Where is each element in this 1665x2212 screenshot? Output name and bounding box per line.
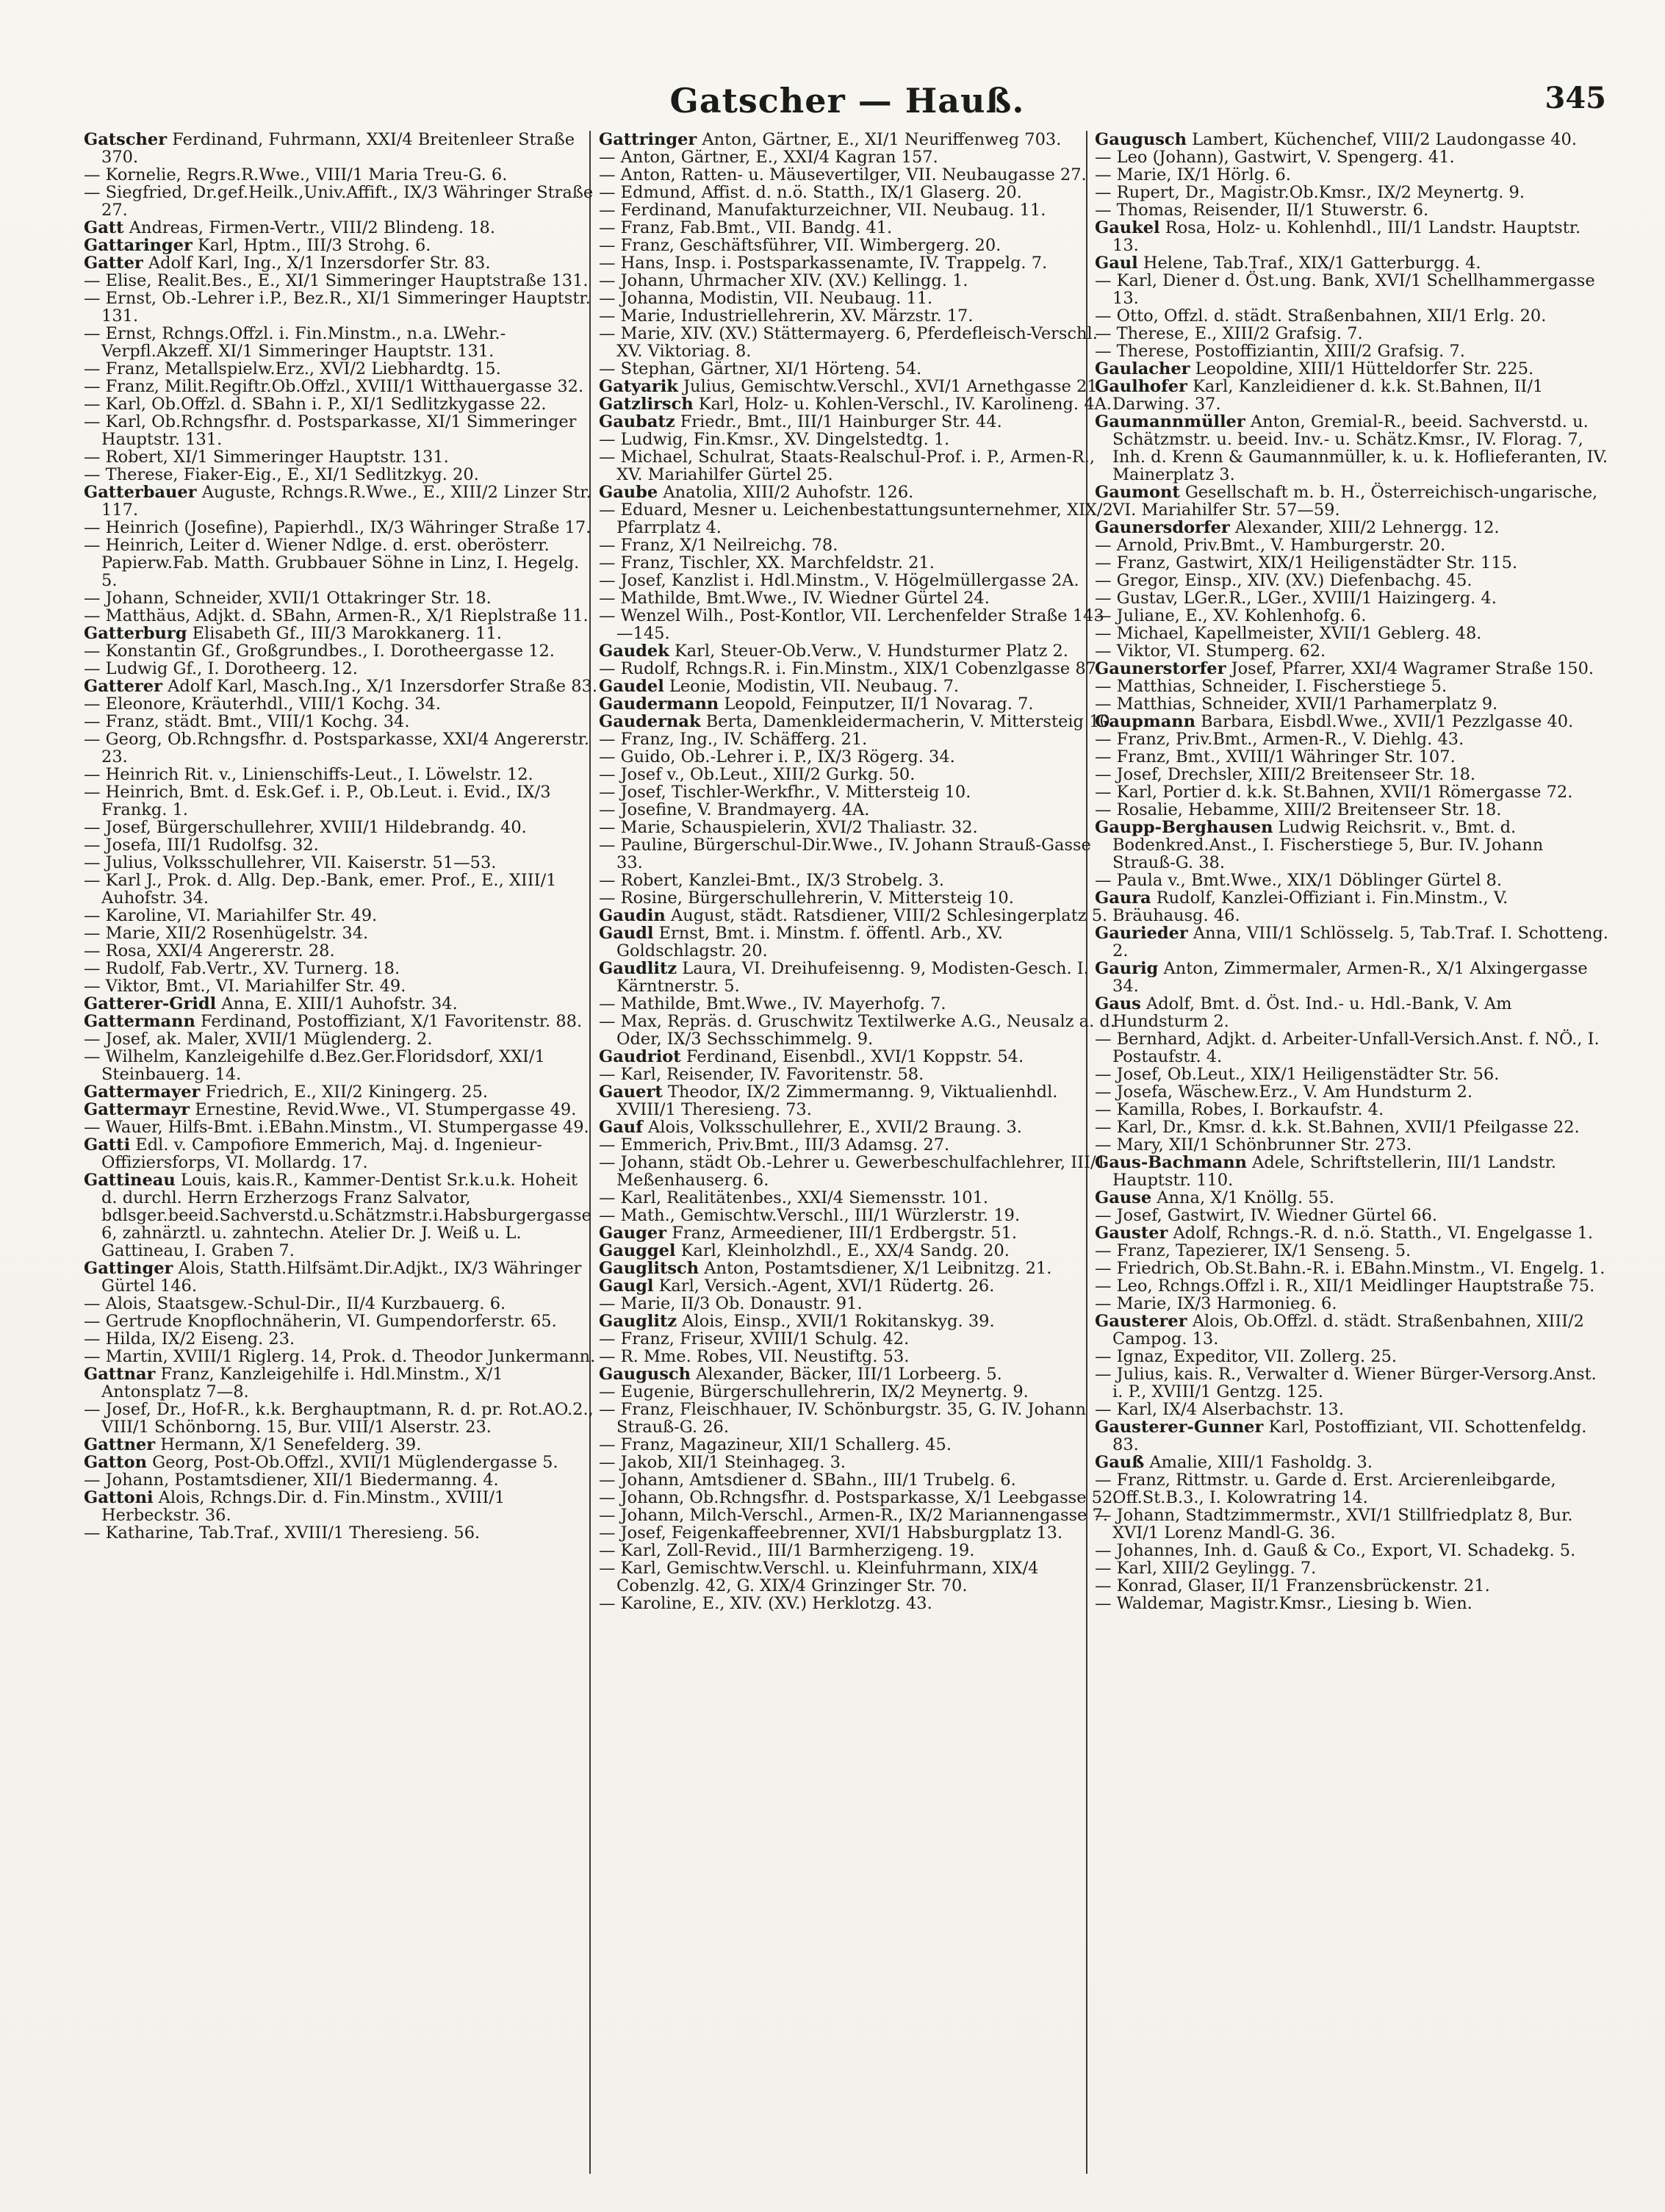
- directory-entry: — Johannes, Inh. d. Gauß & Co., Export, VI. Schadekg. 5.: [1095, 1541, 1576, 1560]
- directory-entry: — Anton, Gärtner, E., XXI/4 Kagran 157.: [599, 148, 938, 167]
- directory-entry: — Wilhelm, Kanzleigehilfe d.Bez.Ger.Floridsdorf, XXI/1 Steinbauerg. 14.: [84, 1047, 545, 1084]
- directory-entry: — Mary, XII/1 Schönbrunner Str. 273.: [1095, 1135, 1412, 1155]
- entry-surname: Gaunersdorfer: [1095, 518, 1230, 537]
- directory-entry: Gattinger Alois, Statth.Hilfsämt.Dir.Adjkt., IX/3 Währinger Gürtel 146.: [84, 1259, 582, 1296]
- directory-entry: Gauglitz Alois, Einsp., XVII/1 Rokitanskyg. 39.: [599, 1312, 995, 1331]
- directory-entry: — Gertrude Knopflochnäherin, VI. Gumpendorferstr. 65.: [84, 1312, 557, 1331]
- entry-surname: Gaudlitz: [599, 959, 677, 978]
- directory-entry: Gaugusch Alexander, Bäcker, III/1 Lorbeerg. 5.: [599, 1365, 1002, 1384]
- directory-entry: — Wauer, Hilfs-Bmt. i.EBahn.Minstm., VI. Stumpergasse 49.: [84, 1118, 589, 1137]
- directory-entry: — Franz, Ing., IV. Schäfferg. 21.: [599, 730, 868, 749]
- entry-surname: Gaudin: [599, 906, 666, 925]
- directory-entry: Gaukel Rosa, Holz- u. Kohlenhdl., III/1 Landstr. Hauptstr. 13.: [1095, 218, 1581, 255]
- directory-entry: — Johann, Uhrmacher XIV. (XV.) Kellingg. 1.: [599, 271, 968, 290]
- directory-entry: Gaunersdorfer Alexander, XIII/2 Lehnergg. 12.: [1095, 518, 1500, 537]
- directory-entry: — Hilda, IX/2 Eiseng. 23.: [84, 1329, 295, 1349]
- directory-entry: Gauster Adolf, Rchngs.-R. d. n.ö. Statth., VI. Engelgasse 1.: [1095, 1224, 1594, 1243]
- directory-entry: Gaubatz Friedr., Bmt., III/1 Hainburger Str. 44.: [599, 412, 1002, 431]
- entry-surname: Gatzlirsch: [599, 395, 694, 414]
- entry-surname: Gauß: [1095, 1453, 1145, 1472]
- directory-entry: — Franz, städt. Bmt., VIII/1 Kochg. 34.: [84, 712, 410, 731]
- directory-entry: — Franz, Fleischhauer, IV. Schönburgstr. 35, G. IV. Johann Strauß-G. 26.: [599, 1400, 1086, 1437]
- entry-surname: Gaukel: [1095, 218, 1160, 237]
- directory-entry: — Mathilde, Bmt.Wwe., IV. Mayerhofg. 7.: [599, 994, 946, 1013]
- directory-column-1: [84, 131, 598, 1542]
- directory-entry: Gatter Adolf Karl, Ing., X/1 Inzersdorfer Str. 83.: [84, 254, 491, 273]
- directory-entry: Gaugl Karl, Versich.-Agent, XVI/1 Rüdertg. 26.: [599, 1276, 995, 1296]
- directory-column-2: [599, 131, 1121, 1612]
- directory-entry: Gauf Alois, Volksschullehrer, E., XVII/2 Braung. 3.: [599, 1118, 1022, 1137]
- directory-entry: Gause Anna, X/1 Knöllg. 55.: [1095, 1188, 1335, 1207]
- directory-entry: — Heinrich Rit. v., Linienschiffs-Leut., I. Löwelstr. 12.: [84, 765, 533, 784]
- directory-entry: — Waldemar, Magistr.Kmsr., Liesing b. Wien.: [1095, 1594, 1472, 1613]
- directory-entry: — Josefa, III/1 Rudolfsg. 32.: [84, 836, 319, 855]
- directory-entry: — Martin, XVIII/1 Riglerg. 14, Prok. d. Theodor Junkermann.: [84, 1347, 596, 1366]
- entry-surname: Gauggel: [599, 1241, 676, 1260]
- directory-entry: — Johann, Ob.Rchngsfhr. d. Postsparkasse, X/1 Leebgasse 52.: [599, 1488, 1118, 1507]
- entry-surname: Gatterbauer: [84, 483, 197, 502]
- directory-entry: Gatterburg Elisabeth Gf., III/3 Marokkanerg. 11.: [84, 624, 502, 643]
- directory-entry: — Eduard, Mesner u. Leichenbestattungsunternehmer, XIX/2 Pfarrplatz 4.: [599, 500, 1113, 537]
- entry-surname: Gattermann: [84, 1012, 195, 1031]
- directory-entry: Gaudek Karl, Steuer-Ob.Verw., V. Hundsturmer Platz 2.: [599, 642, 1068, 661]
- directory-entry: — Johann, Postamtsdiener, XII/1 Biedermanng. 4.: [84, 1471, 499, 1490]
- directory-entry: — Otto, Offzl. d. städt. Straßenbahnen, XII/1 Erlg. 20.: [1095, 306, 1547, 326]
- directory-entry: — Ludwig Gf., I. Dorotheerg. 12.: [84, 659, 358, 678]
- entry-surname: Gaupp-Berghausen: [1095, 818, 1273, 837]
- directory-entry: — Matthäus, Adjkt. d. SBahn, Armen-R., X/1 Rieplstraße 11.: [84, 606, 589, 625]
- directory-entry: — Thomas, Reisender, II/1 Stuwerstr. 6.: [1095, 201, 1429, 220]
- entry-surname: Gaudernak: [599, 712, 701, 731]
- page-number: 345: [1544, 81, 1606, 115]
- entry-surname: Gatton: [84, 1453, 147, 1472]
- entry-surname: Gatti: [84, 1135, 131, 1155]
- directory-entry: — Josef, ak. Maler, XVII/1 Müglenderg. 2.: [84, 1030, 433, 1049]
- directory-entry: — Ludwig, Fin.Kmsr., XV. Dingelstedtg. 1.: [599, 430, 950, 449]
- directory-entry: — R. Mme. Robes, VII. Neustiftg. 53.: [599, 1347, 910, 1366]
- directory-entry: — Karl, Ob.Rchngsfhr. d. Postsparkasse, XI/1 Simmeringer Hauptstr. 131.: [84, 412, 577, 449]
- entry-surname: Gauster: [1095, 1224, 1168, 1243]
- directory-entry: — Karoline, VI. Mariahilfer Str. 49.: [84, 906, 378, 925]
- entry-surname: Gaulacher: [1095, 359, 1190, 378]
- entry-surname: Gattermayer: [84, 1082, 201, 1102]
- directory-entry: — Therese, Fiaker-Eig., E., XI/1 Sedlitzkyg. 20.: [84, 465, 479, 484]
- directory-entry: Gaudernak Berta, Damenkleidermacherin, V. Mittersteig 10.: [599, 712, 1115, 731]
- directory-entry: — Rupert, Dr., Magistr.Ob.Kmsr., IX/2 Meynertg. 9.: [1095, 183, 1525, 202]
- directory-entry: Gaunerstorfer Josef, Pfarrer, XXI/4 Wagramer Straße 150.: [1095, 659, 1594, 678]
- entry-surname: Gaugusch: [599, 1365, 691, 1384]
- directory-entry: — Juliane, E., XV. Kohlenhofg. 6.: [1095, 606, 1367, 625]
- directory-entry: Gaudin August, städt. Ratsdiener, VIII/2 Schlesingerplatz 5.: [599, 906, 1108, 925]
- directory-entry: Gaudel Leonie, Modistin, VII. Neubaug. 7.: [599, 677, 960, 696]
- directory-entry: — Ernst, Rchngs.Offzl. i. Fin.Minstm., n.a. LWehr.-Verpfl.Akzeff. XI/1 Simmeringer Hauptstr. 131.: [84, 324, 506, 361]
- directory-entry: — Johann, Schneider, XVII/1 Ottakringer Str. 18.: [84, 589, 492, 608]
- directory-column-3: [1095, 131, 1609, 1612]
- directory-entry: — Franz, Bmt., XVIII/1 Währinger Str. 107.: [1095, 747, 1456, 766]
- directory-entry: — Franz, Magazineur, XII/1 Schallerg. 45.: [599, 1435, 952, 1454]
- entry-surname: Gattaringer: [84, 236, 193, 255]
- entry-surname: Gaupmann: [1095, 712, 1195, 731]
- directory-entry: Gauggel Karl, Kleinholzhdl., E., XX/4 Sandg. 20.: [599, 1241, 1010, 1260]
- directory-entry: — Ferdinand, Manufakturzeichner, VII. Neubaug. 11.: [599, 201, 1046, 220]
- directory-entry: Gatterer Adolf Karl, Masch.Ing., X/1 Inzersdorfer Straße 83.: [84, 677, 597, 696]
- entry-surname: Gattermayr: [84, 1100, 190, 1119]
- directory-entry: — Franz, Priv.Bmt., Armen-R., V. Diehlg. 43.: [1095, 730, 1464, 749]
- directory-entry: Gaus Adolf, Bmt. d. Öst. Ind.- u. Hdl.-Bank, V. Am Hundsturm 2.: [1095, 994, 1512, 1031]
- directory-entry: — Eugenie, Bürgerschullehrerin, IX/2 Meynertg. 9.: [599, 1382, 1029, 1401]
- directory-entry: Gattermayr Ernestine, Revid.Wwe., VI. Stumpergasse 49.: [84, 1100, 577, 1119]
- entry-surname: Gattringer: [599, 130, 697, 149]
- directory-entry: — Johann, Amtsdiener d. SBahn., III/1 Trubelg. 6.: [599, 1471, 1016, 1490]
- entry-surname: Gaugl: [599, 1276, 654, 1296]
- entry-surname: Gause: [1095, 1188, 1152, 1207]
- entry-surname: Gatterer-Gridl: [84, 994, 217, 1013]
- directory-entry: — Leo (Johann), Gastwirt, V. Spengerg. 41.: [1095, 148, 1455, 167]
- directory-entry: — Josefine, V. Brandmayerg. 4A.: [599, 800, 870, 819]
- directory-entry: Gaudriot Ferdinand, Eisenbdl., XVI/1 Koppstr. 54.: [599, 1047, 1024, 1066]
- directory-entry: — Josef, Kanzlist i. Hdl.Minstm., V. Högelmüllergasse 2A.: [599, 571, 1079, 590]
- directory-entry: — Paula v., Bmt.Wwe., XIX/1 Döblinger Gürtel 8.: [1095, 871, 1503, 890]
- directory-entry: — Heinrich, Bmt. d. Esk.Gef. i. P., Ob.Leut. i. Evid., IX/3 Frankg. 1.: [84, 783, 551, 819]
- entry-surname: Gattner: [84, 1435, 156, 1454]
- directory-entry: — Marie, Industriellehrerin, XV. Märzstr. 17.: [599, 306, 974, 326]
- directory-entry: — Siegfried, Dr.gef.Heilk.,Univ.Affift., IX/3 Währinger Straße 27.: [84, 183, 594, 220]
- directory-entry: — Rudolf, Rchngs.R. i. Fin.Minstm., XIX/1 Cobenzlgasse 87.: [599, 659, 1102, 678]
- directory-entry: — Marie, XIV. (XV.) Stättermayerg. 6, Pferdefleisch-Verschl. XV. Viktoriag. 8.: [599, 324, 1098, 361]
- directory-entry: Gaumont Gesellschaft m. b. H., Österreichisch-ungarische, VI. Mariahilfer Str. 57—59.: [1095, 483, 1598, 520]
- directory-entry: Gaurieder Anna, VIII/1 Schlösselg. 5, Tab.Traf. I. Schotteng. 2.: [1095, 924, 1608, 960]
- directory-entry: — Stephan, Gärtner, XI/1 Hörteng. 54.: [599, 359, 922, 378]
- directory-entry: Gaudl Ernst, Bmt. i. Minstm. f. öffentl. Arb., XV. Goldschlagstr. 20.: [599, 924, 1003, 960]
- directory-entry: — Viktor, Bmt., VI. Mariahilfer Str. 49.: [84, 977, 406, 996]
- entry-surname: Gatscher: [84, 130, 168, 149]
- directory-entry: — Katharine, Tab.Traf., XVIII/1 Theresieng. 56.: [84, 1523, 481, 1543]
- directory-entry: — Leo, Rchngs.Offzl i. R., XII/1 Meidlinger Hauptstraße 75.: [1095, 1276, 1595, 1296]
- entry-surname: Gauf: [599, 1118, 643, 1137]
- entry-surname: Gattineau: [84, 1171, 176, 1190]
- directory-entry: — Guido, Ob.-Lehrer i. P., IX/3 Rögerg. 34.: [599, 747, 955, 766]
- directory-entry: — Emmerich, Priv.Bmt., III/3 Adamsg. 27.: [599, 1135, 950, 1155]
- directory-entry: — Johanna, Modistin, VII. Neubaug. 11.: [599, 289, 933, 308]
- directory-entry: Gatt Andreas, Firmen-Vertr., VIII/2 Blindeng. 18.: [84, 218, 496, 237]
- directory-entry: — Therese, Postoffiziantin, XIII/2 Grafsig. 7.: [1095, 342, 1465, 361]
- directory-entry: Gatterer-Gridl Anna, E. XIII/1 Auhofstr. 34.: [84, 994, 458, 1013]
- entry-surname: Gaube: [599, 483, 658, 502]
- entry-surname: Gaumannmüller: [1095, 412, 1245, 431]
- entry-surname: Gaul: [1095, 254, 1138, 273]
- directory-entry: — Karl, Reisender, IV. Favoritenstr. 58.: [599, 1065, 924, 1084]
- directory-entry: Gaurig Anton, Zimmermaler, Armen-R., X/1 Alxingergasse 34.: [1095, 959, 1588, 996]
- directory-entry: — Franz, Friseur, XVIII/1 Schulg. 42.: [599, 1329, 910, 1349]
- directory-entry: — Marie, XII/2 Rosenhügelstr. 34.: [84, 924, 369, 943]
- directory-entry: — Michael, Schulrat, Staats-Realschul-Prof. i. P., Armen-R., XV. Mariahilfer Gürtel 25.: [599, 448, 1095, 484]
- directory-entry: — Heinrich (Josefine), Papierhdl., IX/3 Währinger Straße 17.: [84, 518, 591, 537]
- directory-entry: Gatyarik Julius, Gemischtw.Verschl., XVI/1 Arnethgasse 21.: [599, 377, 1103, 396]
- entry-surname: Gatt: [84, 218, 124, 237]
- entry-surname: Gauglitz: [599, 1312, 677, 1331]
- directory-entry: — Konrad, Glaser, II/1 Franzensbrückenstr. 21.: [1095, 1576, 1490, 1595]
- directory-entry: — Karl, XIII/2 Geylingg. 7.: [1095, 1559, 1317, 1578]
- directory-entry: — Josef v., Ob.Leut., XIII/2 Gurkg. 50.: [599, 765, 916, 784]
- directory-entry: — Math., Gemischtw.Verschl., III/1 Würzlerstr. 19.: [599, 1206, 1021, 1225]
- directory-entry: — Franz, Milit.Regiftr.Ob.Offzl., XVIII/1 Witthauergasse 32.: [84, 377, 584, 396]
- directory-entry: Gaul Helene, Tab.Traf., XIX/1 Gatterburgg. 4.: [1095, 254, 1481, 273]
- directory-entry: — Michael, Kapellmeister, XVII/1 Geblerg. 48.: [1095, 624, 1482, 643]
- directory-entry: — Josef, Drechsler, XIII/2 Breitenseer Str. 18.: [1095, 765, 1476, 784]
- directory-entry: — Julius, Volksschullehrer, VII. Kaiserstr. 51—53.: [84, 853, 497, 872]
- directory-entry: — Ignaz, Expeditor, VII. Zollerg. 25.: [1095, 1347, 1398, 1366]
- directory-entry: — Elise, Realit.Bes., E., XI/1 Simmeringer Hauptstraße 131.: [84, 271, 589, 290]
- directory-entry: — Karl, Diener d. Öst.ung. Bank, XVI/1 Schellhammergasse 13.: [1095, 271, 1595, 308]
- directory-entry: — Anton, Ratten- u. Mäusevertilger, VII. Neubaugasse 27.: [599, 165, 1087, 184]
- directory-entry: — Heinrich, Leiter d. Wiener Ndlge. d. erst. oberösterr. Papierw.Fab. Matth. Grubbauer Söhne in Linz, I. Hegelg. 5.: [84, 536, 580, 590]
- directory-entry: — Franz, Gastwirt, XIX/1 Heiligenstädter Str. 115.: [1095, 553, 1518, 572]
- entry-surname: Gatter: [84, 254, 143, 273]
- directory-entry: Gaumannmüller Anton, Gremial-R., beeid. Sachverstd. u. Schätzmstr. u. beeid. Inv.- u. Schätz.Kmsr., IV. Florag. 7, Inh. d. Krenn & Gaumannmüller, k. u. k. Hoflieferanten, IV. Mainerplatz 3.: [1095, 412, 1608, 484]
- directory-entry: — Josef, Ob.Leut., XIX/1 Heiligenstädter Str. 56.: [1095, 1065, 1500, 1084]
- directory-entry: Gauglitsch Anton, Postamtsdiener, X/1 Leibnitzg. 21.: [599, 1259, 1052, 1278]
- directory-entry: — Franz, Rittmstr. u. Garde d. Erst. Arcierenleibgarde, Off.St.B.3., I. Kolowratring 14.: [1095, 1471, 1556, 1507]
- directory-entry: — Kornelie, Regrs.R.Wwe., VIII/1 Maria Treu-G. 6.: [84, 165, 508, 184]
- directory-entry: Gauert Theodor, IX/2 Zimmermanng. 9, Viktualienhdl. XVIII/1 Theresieng. 73.: [599, 1082, 1058, 1119]
- directory-entry: — Marie, II/3 Ob. Donaustr. 91.: [599, 1294, 863, 1313]
- directory-entry: — Edmund, Affist. d. n.ö. Statth., IX/1 Glaserg. 20.: [599, 183, 1022, 202]
- entry-surname: Gattnar: [84, 1365, 156, 1384]
- directory-entry: Gattermayer Friedrich, E., XII/2 Kiningerg. 25.: [84, 1082, 489, 1102]
- directory-entry: Gaube Anatolia, XIII/2 Auhofstr. 126.: [599, 483, 914, 502]
- directory-entry: — Max, Repräs. d. Gruschwitz Textilwerke A.G., Neusalz a. d. Oder, IX/3 Sechsschimmelg. 9.: [599, 1012, 1115, 1049]
- entry-surname: Gaulhofer: [1095, 377, 1187, 396]
- directory-entry: Gattaringer Karl, Hptm., III/3 Strohg. 6.: [84, 236, 431, 255]
- directory-entry: — Rosalie, Hebamme, XIII/2 Breitenseer Str. 18.: [1095, 800, 1502, 819]
- directory-entry: — Karl, Ob.Offzl. d. SBahn i. P., XI/1 Sedlitzkygasse 22.: [84, 395, 547, 414]
- entry-surname: Gatterburg: [84, 624, 187, 643]
- page-header: [88, 81, 1606, 125]
- directory-entry: Gatti Edl. v. Campofiore Emmerich, Maj. d. Ingenieur-Offiziersforps, VI. Mollardg. 17.: [84, 1135, 542, 1172]
- directory-entry: — Josef, Feigenkaffeebrenner, XVI/1 Habsburgplatz 13.: [599, 1523, 1063, 1543]
- entry-surname: Gaus-Bachmann: [1095, 1153, 1247, 1172]
- directory-entry: — Wenzel Wilh., Post-Kontlor, VII. Lerchenfelder Straße 143—145.: [599, 606, 1104, 643]
- directory-entry: — Franz, Fab.Bmt., VII. Bandg. 41.: [599, 218, 893, 237]
- directory-entry: — Karoline, E., XIV. (XV.) Herklotzg. 43.: [599, 1594, 932, 1613]
- directory-entry: — Franz, Geschäftsführer, VII. Wimbergerg. 20.: [599, 236, 1001, 255]
- entry-surname: Gatyarik: [599, 377, 678, 396]
- directory-entry: — Gustav, LGer.R., LGer., XVIII/1 Haizingerg. 4.: [1095, 589, 1497, 608]
- directory-entry: — Karl, Zoll-Revid., III/1 Barmherzigeng. 19.: [599, 1541, 975, 1560]
- directory-entry: — Marie, IX/1 Hörlg. 6.: [1095, 165, 1291, 184]
- directory-entry: — Kamilla, Robes, I. Borkaufstr. 4.: [1095, 1100, 1384, 1119]
- directory-entry: Gaupmann Barbara, Eisbdl.Wwe., XVII/1 Pezzlgasse 40.: [1095, 712, 1574, 731]
- entry-surname: Gaus: [1095, 994, 1141, 1013]
- entry-surname: Gauglitsch: [599, 1259, 700, 1278]
- directory-entry: Gattoni Alois, Rchngs.Dir. d. Fin.Minstm., XVIII/1 Herbeckstr. 36.: [84, 1488, 506, 1525]
- directory-entry: Gaudlitz Laura, VI. Dreihufeisenng. 9, Modisten-Gesch. I. Kärntnerstr. 5.: [599, 959, 1089, 996]
- directory-entry: Gauß Amalie, XIII/1 Fasholdg. 3.: [1095, 1453, 1373, 1472]
- entry-surname: Gaunerstorfer: [1095, 659, 1226, 678]
- directory-entry: — Josef, Dr., Hof-R., k.k. Berghauptmann, R. d. pr. Rot.AO.2., VIII/1 Schönborng. 15, Bur. VIII/1 Alserstr. 23.: [84, 1400, 594, 1437]
- directory-entry: Gatzlirsch Karl, Holz- u. Kohlen-Verschl., IV. Karolineng. 4A.: [599, 395, 1112, 414]
- directory-entry: Gatton Georg, Post-Ob.Offzl., XVII/1 Müglendergasse 5.: [84, 1453, 558, 1472]
- entry-surname: Gaumont: [1095, 483, 1180, 502]
- directory-entry: — Karl, Gemischtw.Verschl. u. Kleinfuhrmann, XIX/4 Cobenzlg. 42, G. XIX/4 Grinzinger Str. 70.: [599, 1559, 1039, 1595]
- directory-entry: Gaulacher Leopoldine, XIII/1 Hütteldorfer Str. 225.: [1095, 359, 1534, 378]
- directory-entry: — Josef, Tischler-Werkfhr., V. Mittersteig 10.: [599, 783, 971, 802]
- entry-surname: Gauert: [599, 1082, 663, 1102]
- directory-entry: Gattineau Louis, kais.R., Kammer-Dentist Sr.k.u.k. Hoheit d. durchl. Herrn Erzherzogs Franz Salvator, bdlsger.beeid.Sachverstd.u.Schätzmstr.i.Habsburgergasse 6, zahnärztl. u. zahntechn. Atelier Dr. J. Weiß u. L. Gattineau, I. Graben 7.: [84, 1171, 591, 1260]
- directory-entry: — Matthias, Schneider, XVII/1 Parhamerplatz 9.: [1095, 694, 1498, 714]
- directory-entry: — Viktor, VI. Stumperg. 62.: [1095, 642, 1326, 661]
- directory-entry: — Pauline, Bürgerschul-Dir.Wwe., IV. Johann Strauß-Gasse 33.: [599, 836, 1091, 872]
- page-title: Gatscher — Hauß.: [669, 81, 1025, 121]
- directory-entry: — Franz, X/1 Neilreichg. 78.: [599, 536, 838, 555]
- directory-entry: Gaus-Bachmann Adele, Schriftstellerin, III/1 Landstr. Hauptstr. 110.: [1095, 1153, 1557, 1190]
- directory-entry: — Robert, XI/1 Simmeringer Hauptstr. 131.: [84, 448, 449, 467]
- directory-entry: — Arnold, Priv.Bmt., V. Hamburgerstr. 20.: [1095, 536, 1446, 555]
- directory-entry: — Karl, IX/4 Alserbachstr. 13.: [1095, 1400, 1345, 1419]
- entry-surname: Gatterer: [84, 677, 162, 696]
- directory-entry: — Bernhard, Adjkt. d. Arbeiter-Unfall-Versich.Anst. f. NÖ., I. Postaufstr. 4.: [1095, 1030, 1600, 1066]
- directory-entry: — Johann, Stadtzimmermstr., XVI/1 Stillfriedplatz 8, Bur. XVI/1 Lorenz Mandl-G. 36.: [1095, 1506, 1573, 1543]
- directory-entry: Gauger Franz, Armeediener, III/1 Erdbergstr. 51.: [599, 1224, 1018, 1243]
- entry-surname: Gaudel: [599, 677, 664, 696]
- directory-entry: Gaulhofer Karl, Kanzleidiener d. k.k. St.Bahnen, II/1 Darwing. 37.: [1095, 377, 1544, 414]
- directory-entry: Gausterer Alois, Ob.Offzl. d. städt. Straßenbahnen, XIII/2 Campog. 13.: [1095, 1312, 1584, 1349]
- entry-surname: Gausterer-Gunner: [1095, 1418, 1264, 1437]
- directory-entry: — Matthias, Schneider, I. Fischerstiege 5.: [1095, 677, 1448, 696]
- entry-surname: Gausterer: [1095, 1312, 1187, 1331]
- entry-surname: Gaudriot: [599, 1047, 681, 1066]
- directory-entry: Gattermann Ferdinand, Postoffiziant, X/1 Favoritenstr. 88.: [84, 1012, 583, 1031]
- directory-entry: — Josef, Gastwirt, IV. Wiedner Gürtel 66.: [1095, 1206, 1438, 1225]
- directory-entry: — Franz, Tischler, XX. Marchfeldstr. 21.: [599, 553, 935, 572]
- directory-entry: — Johann, städt Ob.-Lehrer u. Gewerbeschulfachlehrer, III/1 Meßenhauserg. 6.: [599, 1153, 1107, 1190]
- entry-surname: Gattoni: [84, 1488, 154, 1507]
- directory-entry: — Karl, Portier d. k.k. St.Bahnen, XVII/1 Römergasse 72.: [1095, 783, 1573, 802]
- directory-entry: — Marie, IX/3 Harmonieg. 6.: [1095, 1294, 1337, 1313]
- directory-entry: — Hans, Insp. i. Postsparkassenamte, IV. Trappelg. 7.: [599, 254, 1048, 273]
- entry-surname: Gaurig: [1095, 959, 1159, 978]
- directory-entry: — Karl J., Prok. d. Allg. Dep.-Bank, emer. Prof., E., XIII/1 Auhofstr. 34.: [84, 871, 557, 908]
- entry-surname: Gaudl: [599, 924, 654, 943]
- entry-surname: Gauger: [599, 1224, 667, 1243]
- directory-entry: — Johann, Milch-Verschl., Armen-R., IX/2 Mariannengasse 7.: [599, 1506, 1108, 1525]
- directory-entry: Gaudermann Leopold, Feinputzer, II/1 Novarag. 7.: [599, 694, 1034, 714]
- entry-surname: Gaubatz: [599, 412, 675, 431]
- directory-entry: Gatscher Ferdinand, Fuhrmann, XXI/4 Breitenleer Straße 370.: [84, 130, 575, 167]
- directory-entry: — Konstantin Gf., Großgrundbes., I. Dorotheergasse 12.: [84, 642, 555, 661]
- directory-entry: — Franz, Metallspielw.Erz., XVI/2 Liebhardtg. 15.: [84, 359, 501, 378]
- directory-entry: — Gregor, Einsp., XIV. (XV.) Diefenbachg. 45.: [1095, 571, 1472, 590]
- directory-entry: — Friedrich, Ob.St.Bahn.-R. i. EBahn.Minstm., VI. Engelg. 1.: [1095, 1259, 1605, 1278]
- directory-entry: — Karl, Dr., Kmsr. d. k.k. St.Bahnen, XVII/1 Pfeilgasse 22.: [1095, 1118, 1580, 1137]
- entry-surname: Gattinger: [84, 1259, 173, 1278]
- directory-entry: — Marie, Schauspielerin, XVI/2 Thaliastr. 32.: [599, 818, 978, 837]
- directory-entry: — Franz, Tapezierer, IX/1 Senseng. 5.: [1095, 1241, 1412, 1260]
- directory-entry: Gattner Hermann, X/1 Senefelderg. 39.: [84, 1435, 422, 1454]
- directory-entry: — Ernst, Ob.-Lehrer i.P., Bez.R., XI/1 Simmeringer Hauptstr. 131.: [84, 289, 591, 326]
- directory-entry: — Jakob, XII/1 Steinhageg. 3.: [599, 1453, 846, 1472]
- entry-surname: Gaudermann: [599, 694, 719, 714]
- directory-entry: — Josefa, Wäschew.Erz., V. Am Hundsturm 2.: [1095, 1082, 1473, 1102]
- directory-entry: — Mathilde, Bmt.Wwe., IV. Wiedner Gürtel 24.: [599, 589, 990, 608]
- directory-entry: — Alois, Staatsgew.-Schul-Dir., II/4 Kurzbauerg. 6.: [84, 1294, 506, 1313]
- directory-entry: — Therese, E., XIII/2 Grafsig. 7.: [1095, 324, 1363, 343]
- directory-entry: — Georg, Ob.Rchngsfhr. d. Postsparkasse, XXI/4 Angererstr. 23.: [84, 730, 590, 766]
- entry-surname: Gaudek: [599, 642, 669, 661]
- entry-surname: Gaugusch: [1095, 130, 1187, 149]
- directory-entry: Gatterbauer Auguste, Rchngs.R.Wwe., E., XIII/2 Linzer Str. 117.: [84, 483, 591, 520]
- directory-entry: — Karl, Realitätenbes., XXI/4 Siemensstr. 101.: [599, 1188, 989, 1207]
- directory-entry: Gaura Rudolf, Kanzlei-Offiziant i. Fin.Minstm., V. Bräuhausg. 46.: [1095, 888, 1508, 925]
- directory-entry: Gausterer-Gunner Karl, Postoffiziant, VII. Schottenfeldg. 83.: [1095, 1418, 1587, 1454]
- directory-entry: — Robert, Kanzlei-Bmt., IX/3 Strobelg. 3.: [599, 871, 945, 890]
- directory-entry: — Julius, kais. R., Verwalter d. Wiener Bürger-Versorg.Anst. i. P., XVIII/1 Gentzg. 125.: [1095, 1365, 1597, 1401]
- directory-entry: — Rudolf, Fab.Vertr., XV. Turnerg. 18.: [84, 959, 400, 978]
- directory-entry: — Josef, Bürgerschullehrer, XVIII/1 Hildebrandg. 40.: [84, 818, 527, 837]
- entry-surname: Gaurieder: [1095, 924, 1188, 943]
- directory-entry: Gaupp-Berghausen Ludwig Reichsrit. v., Bmt. d. Bodenkred.Anst., I. Fischerstiege 5, Bur. IV. Johann Strauß-G. 38.: [1095, 818, 1544, 872]
- directory-entry: — Eleonore, Kräuterhdl., VIII/1 Kochg. 34.: [84, 694, 441, 714]
- entry-surname: Gaura: [1095, 888, 1151, 908]
- directory-entry: — Rosa, XXI/4 Angererstr. 28.: [84, 941, 335, 960]
- directory-entry: Gattnar Franz, Kanzleigehilfe i. Hdl.Minstm., X/1 Antonsplatz 7—8.: [84, 1365, 503, 1401]
- directory-entry: Gattringer Anton, Gärtner, E., XI/1 Neuriffenweg 703.: [599, 130, 1062, 149]
- directory-entry: — Rosine, Bürgerschullehrerin, V. Mittersteig 10.: [599, 888, 1014, 908]
- directory-entry: Gaugusch Lambert, Küchenchef, VIII/2 Laudongasse 40.: [1095, 130, 1577, 149]
